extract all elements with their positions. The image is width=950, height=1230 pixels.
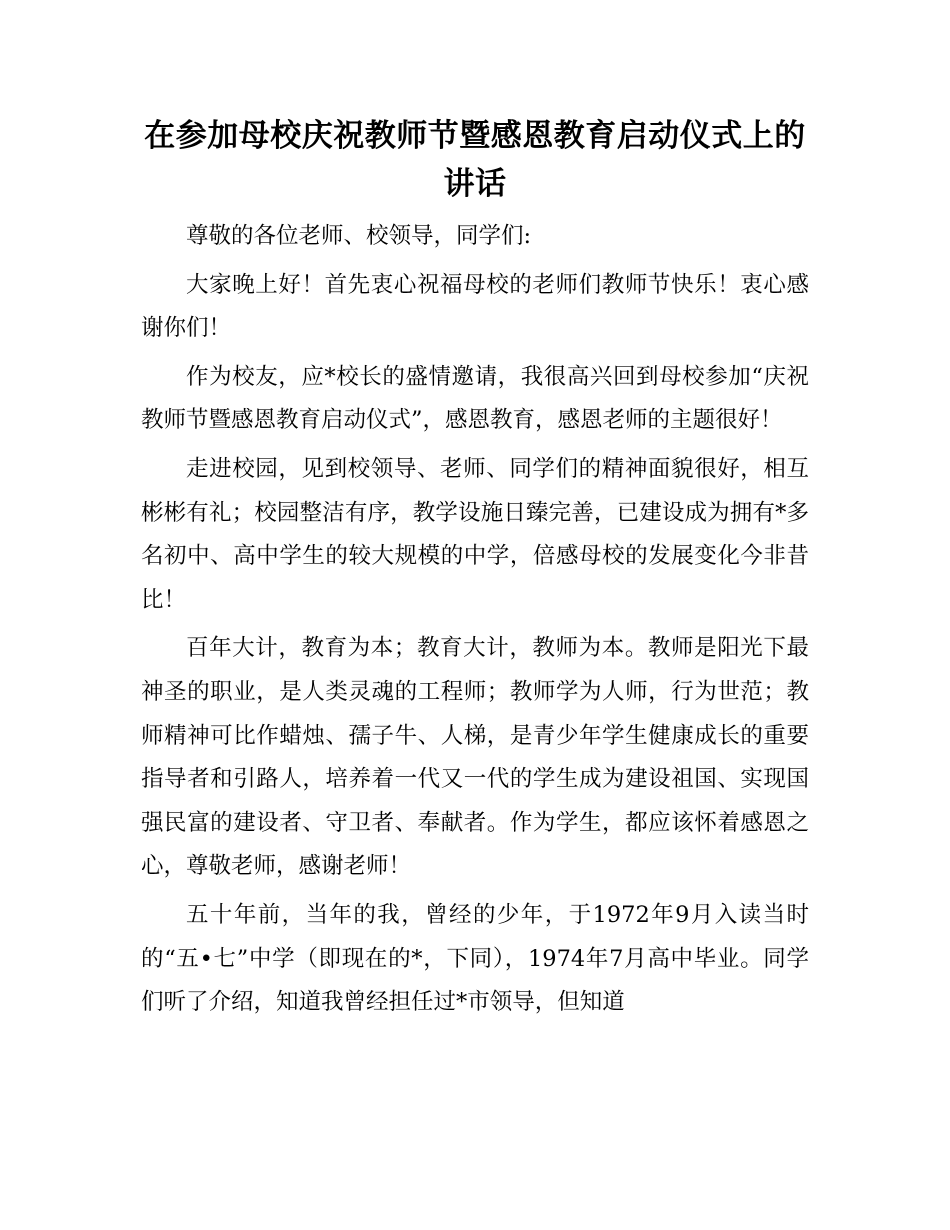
document-title: 在参加母校庆祝教师节暨感恩教育启动仪式上的讲话: [144, 118, 806, 202]
paragraph: 五十年前，当年的我，曾经的少年，于1972年9月入读当时的“五•七”中学（即现在的*，下同），1974年7月高中毕业。同学们听了介绍，知道我曾经担任过*市领导，但知道: [141, 901, 809, 1016]
paragraph: 走进校园，见到校领导、老师、同学们的精神面貌很好，相互彬彬有礼；校园整洁有序，教学设施日臻完善，已建设成为拥有*多名初中、高中学生的较大规模的中学，倍感母校的发展变化今非昔比！: [141, 455, 809, 613]
paragraph: 百年大计，教育为本；教育大计，教师为本。教师是阳光下最神圣的职业，是人类灵魂的工程师；教师学为人师，行为世范；教师精神可比作蜡烛、孺子牛、人梯，是青少年学生健康成长的重要指导者和引路人，培养着一代又一代的学生成为建设祖国、实现国强民富的建设者、守卫者、奉献者。作为学生，都应该怀着感恩之心，尊敬老师，感谢老师！: [141, 635, 809, 880]
paragraph: 作为校友，应*校长的盛情邀请，我很高兴回到母校参加“庆祝教师节暨感恩教育启动仪式”，感恩教育，感恩老师的主题很好！: [141, 363, 809, 434]
paragraph: 大家晚上好！首先衷心祝福母校的老师们教师节快乐！衷心感谢你们！: [141, 271, 809, 342]
document-body: [141, 215, 809, 1030]
salutation: 尊敬的各位老师、校领导，同学们:: [186, 223, 532, 249]
